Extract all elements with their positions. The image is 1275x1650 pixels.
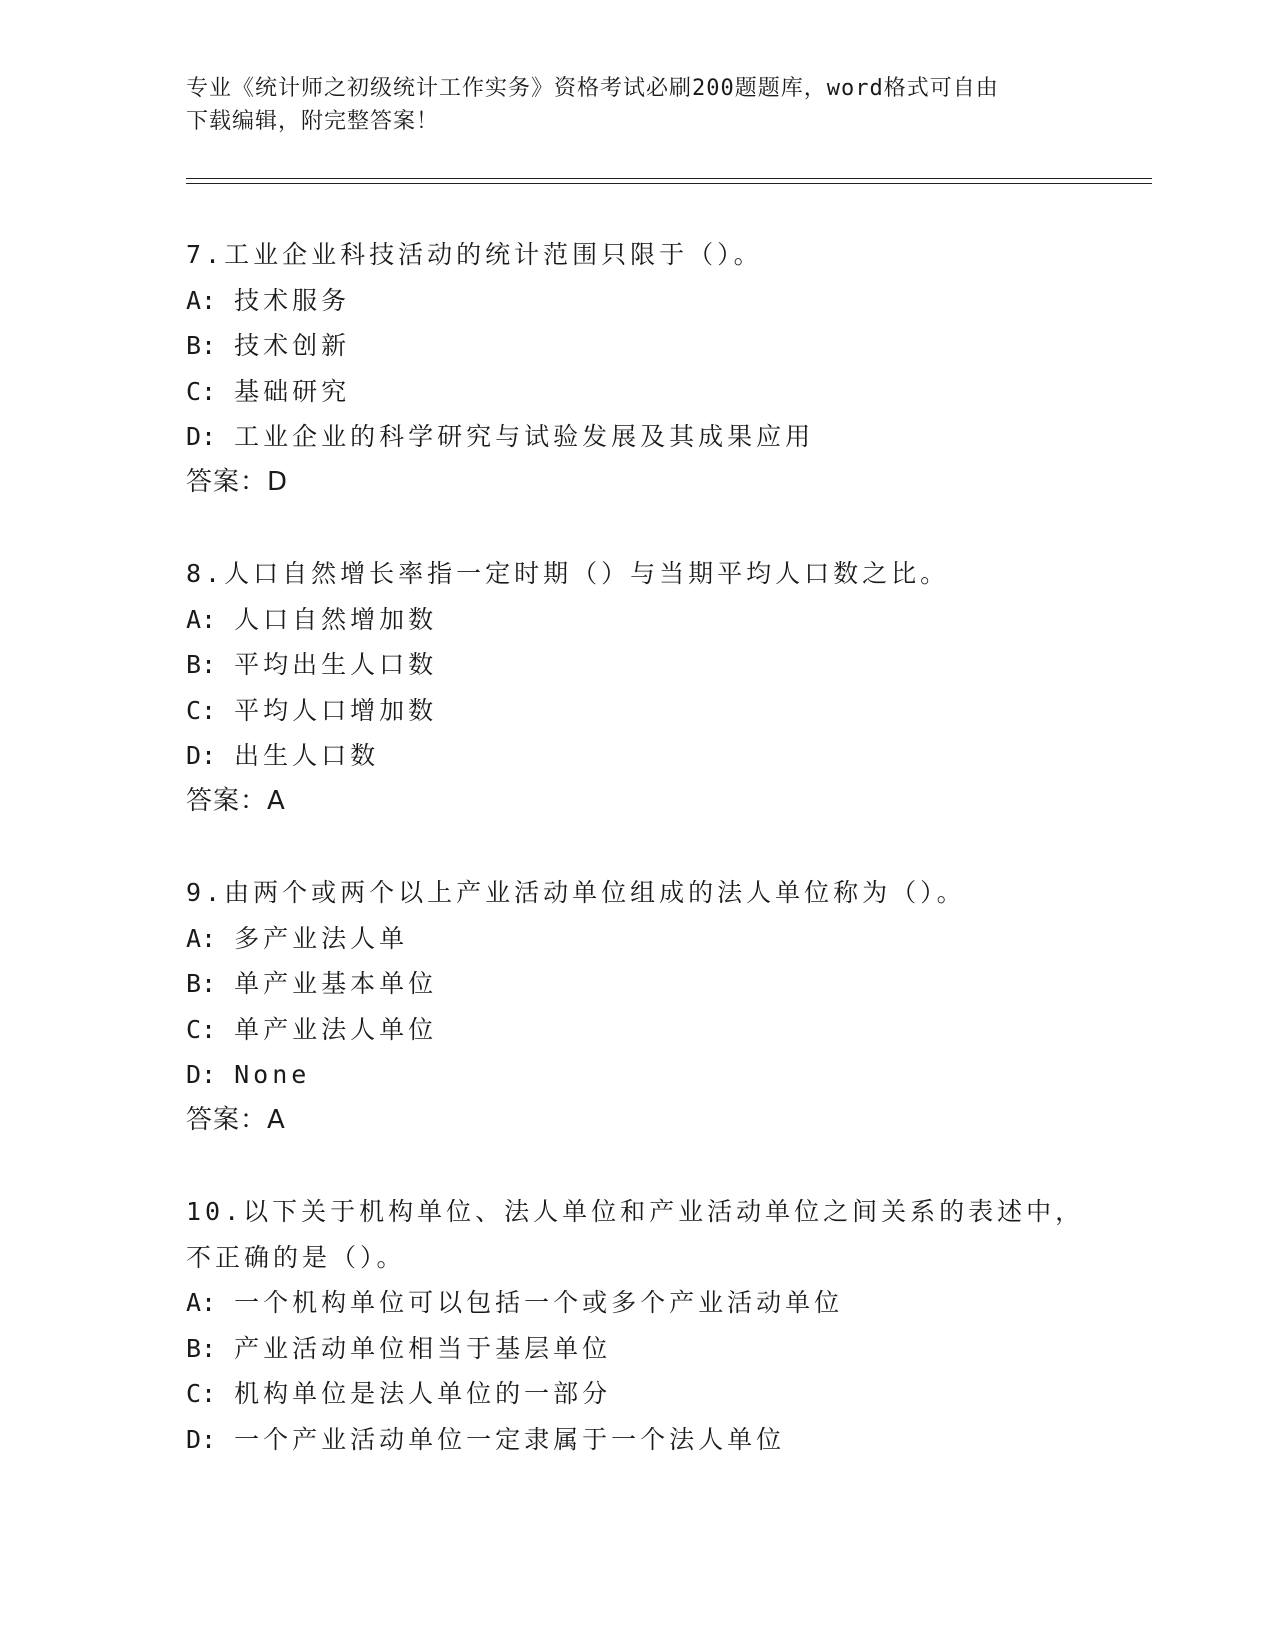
answer-line: 答案：A — [186, 785, 286, 816]
option-c — [186, 1371, 1086, 1417]
question-stem: 7.工业企业科技活动的统计范围只限于（）。 — [186, 240, 763, 269]
question-7 — [186, 232, 1086, 505]
option-b — [186, 642, 1086, 688]
option-text: 出生人口数 — [234, 741, 380, 770]
question-stem-line-1: 10.以下关于机构单位、法人单位和产业活动单位之间关系的表述中， — [186, 1197, 1085, 1226]
question-8 — [186, 551, 1086, 824]
option-d — [186, 733, 1086, 779]
option-text: 平均人口增加数 — [234, 695, 438, 725]
option-text: 技术创新 — [234, 331, 351, 360]
option-text: 技术服务 — [234, 285, 351, 315]
answer-line: 答案：D — [186, 466, 289, 497]
option-text: 机构单位是法人单位的一部分 — [234, 1379, 612, 1408]
option-d — [186, 1052, 1086, 1098]
option-letter: C: — [186, 376, 217, 406]
option-text: 平均出生人口数 — [234, 650, 438, 679]
header-line-1: 专业《统计师之初级统计工作实务》资格考试必刷200题题库，word格式可自由 — [186, 76, 999, 101]
option-a — [186, 916, 1086, 962]
option-a — [186, 278, 1086, 324]
option-letter: B: — [186, 969, 217, 998]
option-letter: A: — [186, 604, 217, 634]
option-text: 基础研究 — [234, 376, 351, 406]
option-text: 单产业法人单位 — [234, 1014, 438, 1044]
option-letter: C: — [186, 1014, 217, 1044]
option-letter: A: — [186, 1288, 217, 1317]
header-line-2: 下载编辑，附完整答案！ — [186, 109, 440, 134]
option-text: 人口自然增加数 — [234, 604, 438, 634]
question-stem-line-2: 不正确的是（）。 — [186, 1242, 406, 1272]
option-c — [186, 1007, 1086, 1053]
question-9 — [186, 870, 1086, 1143]
option-letter: B: — [186, 650, 217, 679]
option-text: 一个机构单位可以包括一个或多个产业活动单位 — [234, 1288, 844, 1317]
question-stem: 8.人口自然增长率指一定时期（）与当期平均人口数之比。 — [186, 559, 950, 588]
option-text: 产业活动单位相当于基层单位 — [234, 1333, 612, 1363]
option-c — [186, 688, 1086, 734]
header-divider-top — [186, 178, 1152, 179]
option-letter: D: — [186, 741, 217, 770]
option-letter: A: — [186, 285, 217, 315]
question-stem: 9.由两个或两个以上产业活动单位组成的法人单位称为（）。 — [186, 878, 966, 907]
option-letter: B: — [186, 331, 217, 360]
header-divider-bottom — [186, 183, 1152, 184]
option-d — [186, 1417, 1086, 1463]
option-text: None — [234, 1060, 311, 1089]
option-text: 多产业法人单 — [234, 923, 409, 953]
option-letter: D: — [186, 1060, 217, 1089]
question-10 — [186, 1189, 1086, 1462]
option-letter: D: — [186, 422, 217, 451]
option-a — [186, 1280, 1086, 1326]
option-b — [186, 323, 1086, 369]
option-text: 一个产业活动单位一定隶属于一个法人单位 — [234, 1424, 786, 1454]
option-letter: D: — [186, 1424, 217, 1454]
document-header — [186, 72, 1066, 138]
option-letter: C: — [186, 1379, 217, 1408]
option-text: 单产业基本单位 — [234, 969, 438, 998]
option-letter: B: — [186, 1333, 217, 1363]
option-letter: C: — [186, 695, 217, 725]
option-c — [186, 369, 1086, 415]
option-text: 工业企业的科学研究与试验发展及其成果应用 — [234, 422, 815, 451]
answer-line: 答案：A — [186, 1104, 286, 1135]
option-a — [186, 597, 1086, 643]
option-d — [186, 414, 1086, 460]
option-letter: A: — [186, 923, 217, 953]
option-b — [186, 961, 1086, 1007]
option-b — [186, 1326, 1086, 1372]
